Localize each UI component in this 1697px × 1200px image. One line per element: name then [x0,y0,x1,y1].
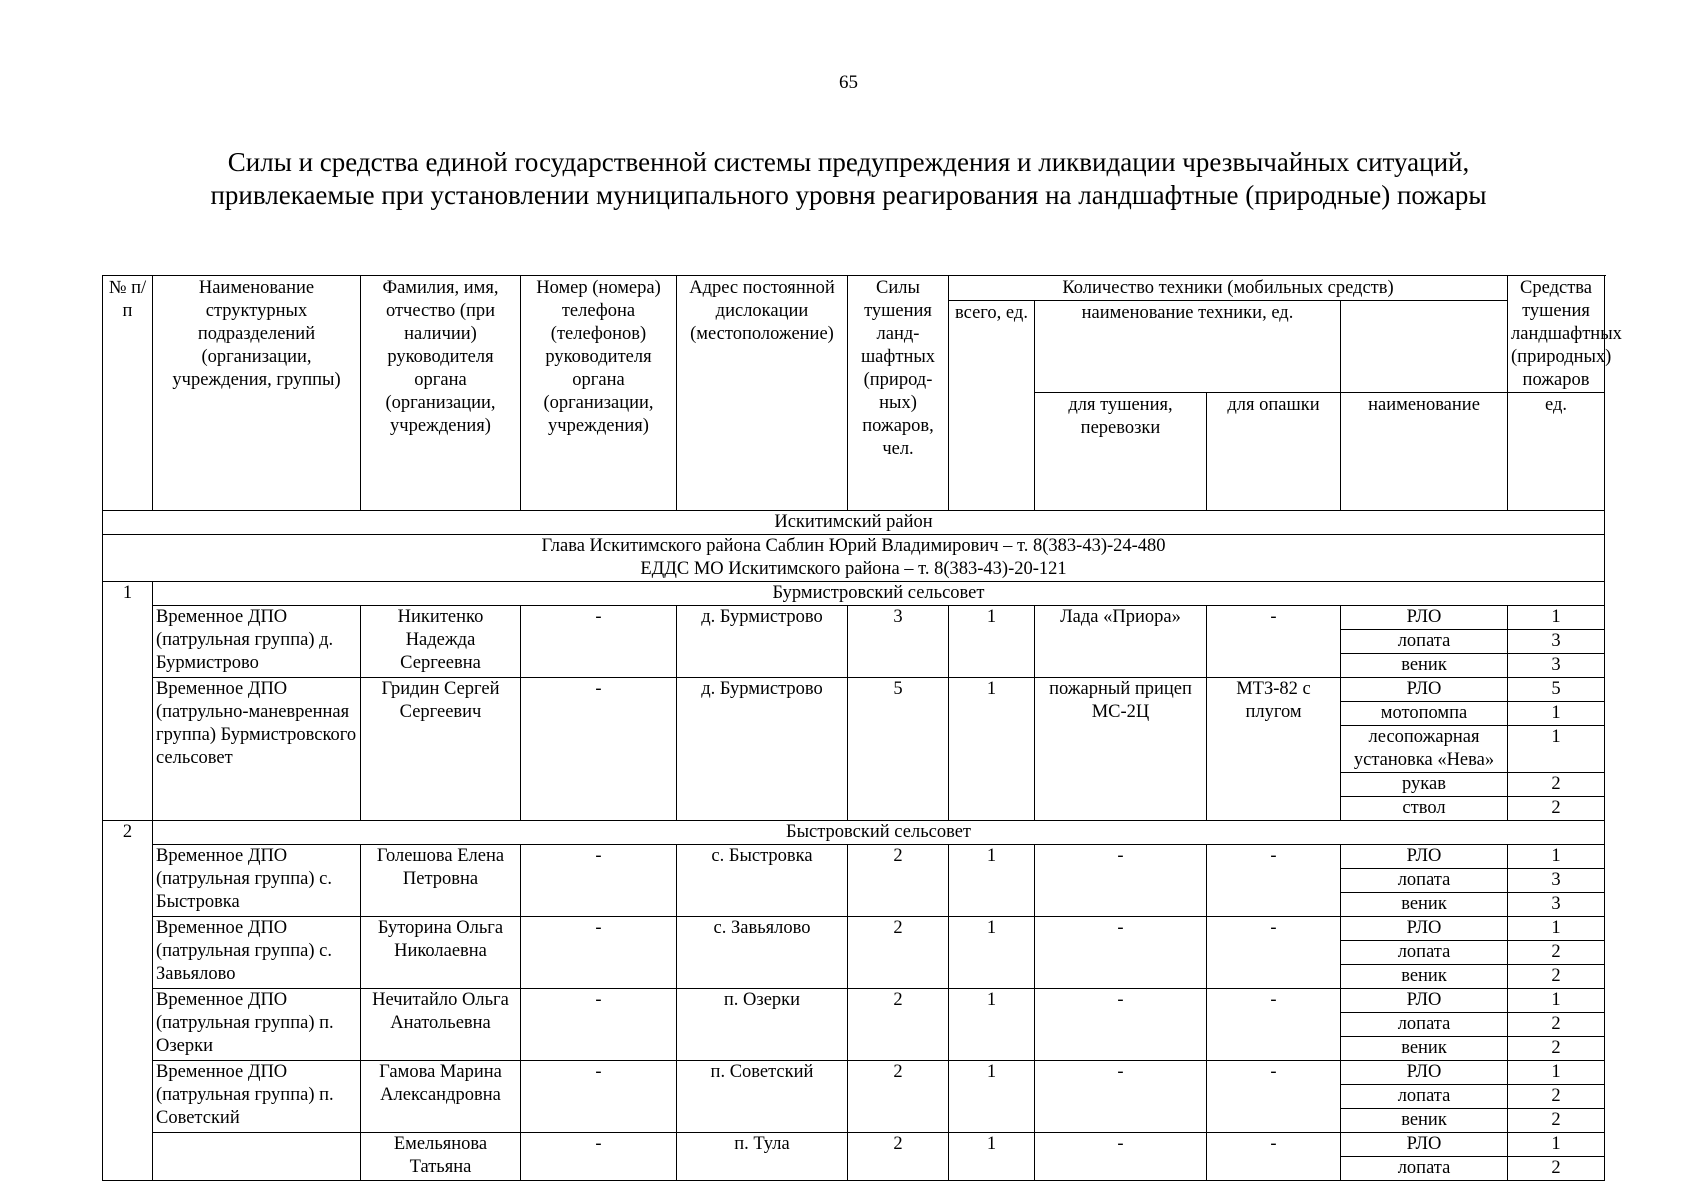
unit-head: Голешова Елена Петровна [361,845,521,917]
unit-phone: - [521,989,677,1061]
unit-extinguish-vehicle: - [1035,989,1207,1061]
header-forces: Силы тушения ланд-шафтных (природ-ных) пожаров, чел. [848,276,949,511]
unit-phone: - [521,1133,677,1181]
means-name: лопата [1341,630,1508,654]
district-head-contact: Глава Искитимского района Саблин Юрий Владимирович – т. 8(383-43)-24-480 [541,536,1166,556]
means-name: РЛО [1341,917,1508,941]
unit-extinguish-vehicle: - [1035,845,1207,917]
unit-vehicles-total: 1 [949,678,1035,821]
means-qty: 2 [1508,1085,1605,1109]
means-name: лопата [1341,941,1508,965]
unit-plow-vehicle: - [1207,917,1341,989]
district-row: Искитимский район [103,511,1605,535]
means-name: лопата [1341,1013,1508,1037]
header-num: № п/п [103,276,153,511]
header-plow: для опашки [1207,393,1341,511]
unit-forces: 5 [848,678,949,821]
unit-name: Временное ДПО (патрульно-маневренная группа) Бурмистровского сельсовет [153,678,361,821]
means-name: веник [1341,1109,1508,1133]
unit-vehicles-total: 1 [949,606,1035,678]
means-qty: 2 [1508,1157,1605,1181]
unit-head: Гридин Сергей Сергеевич [361,678,521,821]
header-means-name: наименование [1341,393,1508,511]
unit-vehicles-total: 1 [949,845,1035,917]
unit-name: Временное ДПО (патрульная группа) д. Бурмистрово [153,606,361,678]
unit-vehicles-total: 1 [949,1061,1035,1133]
means-qty: 2 [1508,1109,1605,1133]
means-qty: 1 [1508,845,1605,869]
unit-head: Емельянова Татьяна [361,1133,521,1181]
unit-phone: - [521,845,677,917]
unit-address: п. Советский [677,1061,848,1133]
means-qty: 2 [1508,941,1605,965]
unit-name: Временное ДПО (патрульная группа) с. Завьялово [153,917,361,989]
means-name: РЛО [1341,1061,1508,1085]
section-row [103,821,1605,845]
unit-head: Гамова Марина Александровна [361,1061,521,1133]
header-address: Адрес постоянной дислокации (местоположение) [677,276,848,511]
unit-name: Временное ДПО (патрульная группа) с. Быстровка [153,845,361,917]
district-contacts [103,535,1605,582]
unit-phone: - [521,1061,677,1133]
table-row [103,989,1605,1013]
means-qty: 1 [1508,702,1605,726]
unit-address: п. Тула [677,1133,848,1181]
unit-address: с. Быстровка [677,845,848,917]
table-row [103,606,1605,630]
means-name: РЛО [1341,845,1508,869]
section-row [103,582,1605,606]
unit-forces: 2 [848,989,949,1061]
unit-forces: 2 [848,1061,949,1133]
means-name: веник [1341,654,1508,678]
section-number: 1 [103,582,153,821]
unit-extinguish-vehicle: - [1035,1133,1207,1181]
means-qty: 3 [1508,630,1605,654]
means-name: РЛО [1341,606,1508,630]
header-total: всего, ед. [949,301,1035,511]
means-qty: 1 [1508,989,1605,1013]
unit-address: п. Озерки [677,989,848,1061]
section-name: Быстровский сельсовет [153,821,1605,845]
unit-extinguish-vehicle: - [1035,1061,1207,1133]
means-qty: 3 [1508,869,1605,893]
table-row [103,1061,1605,1085]
unit-head: Никитенко Надежда Сергеевна [361,606,521,678]
table-row [103,917,1605,941]
unit-vehicles-total: 1 [949,917,1035,989]
unit-address: д. Бурмистрово [677,678,848,821]
means-qty: 2 [1508,797,1605,821]
header-unit: Наименование структурных подразделений (организации, учреждения, группы) [153,276,361,511]
means-qty: 1 [1508,1061,1605,1085]
unit-forces: 3 [848,606,949,678]
unit-plow-vehicle: МТЗ-82 с плугом [1207,678,1341,821]
unit-plow-vehicle: - [1207,845,1341,917]
table-row [103,678,1605,702]
means-name: РЛО [1341,678,1508,702]
header-vehicle-names: наименование техники, ед. [1035,301,1341,393]
means-qty: 1 [1508,1133,1605,1157]
header-extinguish: для тушения, перевозки [1035,393,1207,511]
unit-vehicles-total: 1 [949,989,1035,1061]
header-means: Средства тушения ландшафтных (природных) пожаров [1508,276,1605,393]
header-means-qty: ед. [1508,393,1605,511]
unit-extinguish-vehicle: - [1035,917,1207,989]
unit-phone: - [521,678,677,821]
document-title [60,146,1637,212]
means-name: лопата [1341,869,1508,893]
means-qty: 1 [1508,606,1605,630]
means-qty: 2 [1508,965,1605,989]
forces-table [102,275,1622,1181]
page-number: 65 [839,72,858,93]
means-name: веник [1341,893,1508,917]
unit-forces: 2 [848,845,949,917]
means-qty: 3 [1508,654,1605,678]
title-line-2: привлекаемые при установлении муниципального уровня реагирования на ландшафтные (природные) пожары [210,180,1487,210]
means-qty: 5 [1508,678,1605,702]
unit-name: Временное ДПО (патрульная группа) п. Советский [153,1061,361,1133]
means-qty: 1 [1508,726,1605,773]
unit-address: д. Бурмистрово [677,606,848,678]
unit-name: Временное ДПО (патрульная группа) п. Озерки [153,989,361,1061]
unit-phone: - [521,917,677,989]
means-name: ствол [1341,797,1508,821]
means-qty: 1 [1508,917,1605,941]
header-head: Фамилия, имя, отчество (при наличии) руководителя органа (организации, учреждения) [361,276,521,511]
means-name: РЛО [1341,1133,1508,1157]
header-phone: Номер (номера) телефона (телефонов) руководителя органа (организации, учреждения) [521,276,677,511]
table-row [103,845,1605,869]
unit-head: Нечитайло Ольга Анатольевна [361,989,521,1061]
means-name: рукав [1341,773,1508,797]
means-qty: 2 [1508,1013,1605,1037]
table-body [103,511,1605,1181]
section-name: Бурмистровский сельсовет [153,582,1605,606]
unit-extinguish-vehicle: Лада «Приора» [1035,606,1207,678]
means-name: мотопомпа [1341,702,1508,726]
means-name: РЛО [1341,989,1508,1013]
unit-forces: 2 [848,917,949,989]
means-name: лесопожарная установка «Нева» [1341,726,1508,773]
unit-plow-vehicle: - [1207,606,1341,678]
title-line-1: Силы и средства единой государственной системы предупреждения и ликвидации чрезвычайных ситуаций, [227,147,1470,177]
district-edds-contact: ЕДДС МО Искитимского района – т. 8(383-43)-20-121 [640,559,1067,579]
unit-address: с. Завьялово [677,917,848,989]
unit-forces: 2 [848,1133,949,1181]
section-number: 2 [103,821,153,1181]
unit-plow-vehicle: - [1207,989,1341,1061]
unit-extinguish-vehicle: пожарный прицеп МС-2Ц [1035,678,1207,821]
unit-head: Буторина Ольга Николаевна [361,917,521,989]
table-header [103,276,1622,511]
means-name: веник [1341,1037,1508,1061]
means-name: лопата [1341,1157,1508,1181]
means-name: веник [1341,965,1508,989]
header-vehicles: Количество техники (мобильных средств) [949,276,1508,301]
unit-phone: - [521,606,677,678]
unit-plow-vehicle: - [1207,1133,1341,1181]
unit-name [153,1133,361,1181]
means-qty: 2 [1508,1037,1605,1061]
means-qty: 2 [1508,773,1605,797]
unit-plow-vehicle: - [1207,1061,1341,1133]
means-name: лопата [1341,1085,1508,1109]
unit-vehicles-total: 1 [949,1133,1035,1181]
means-qty: 3 [1508,893,1605,917]
table-row [103,1133,1605,1157]
